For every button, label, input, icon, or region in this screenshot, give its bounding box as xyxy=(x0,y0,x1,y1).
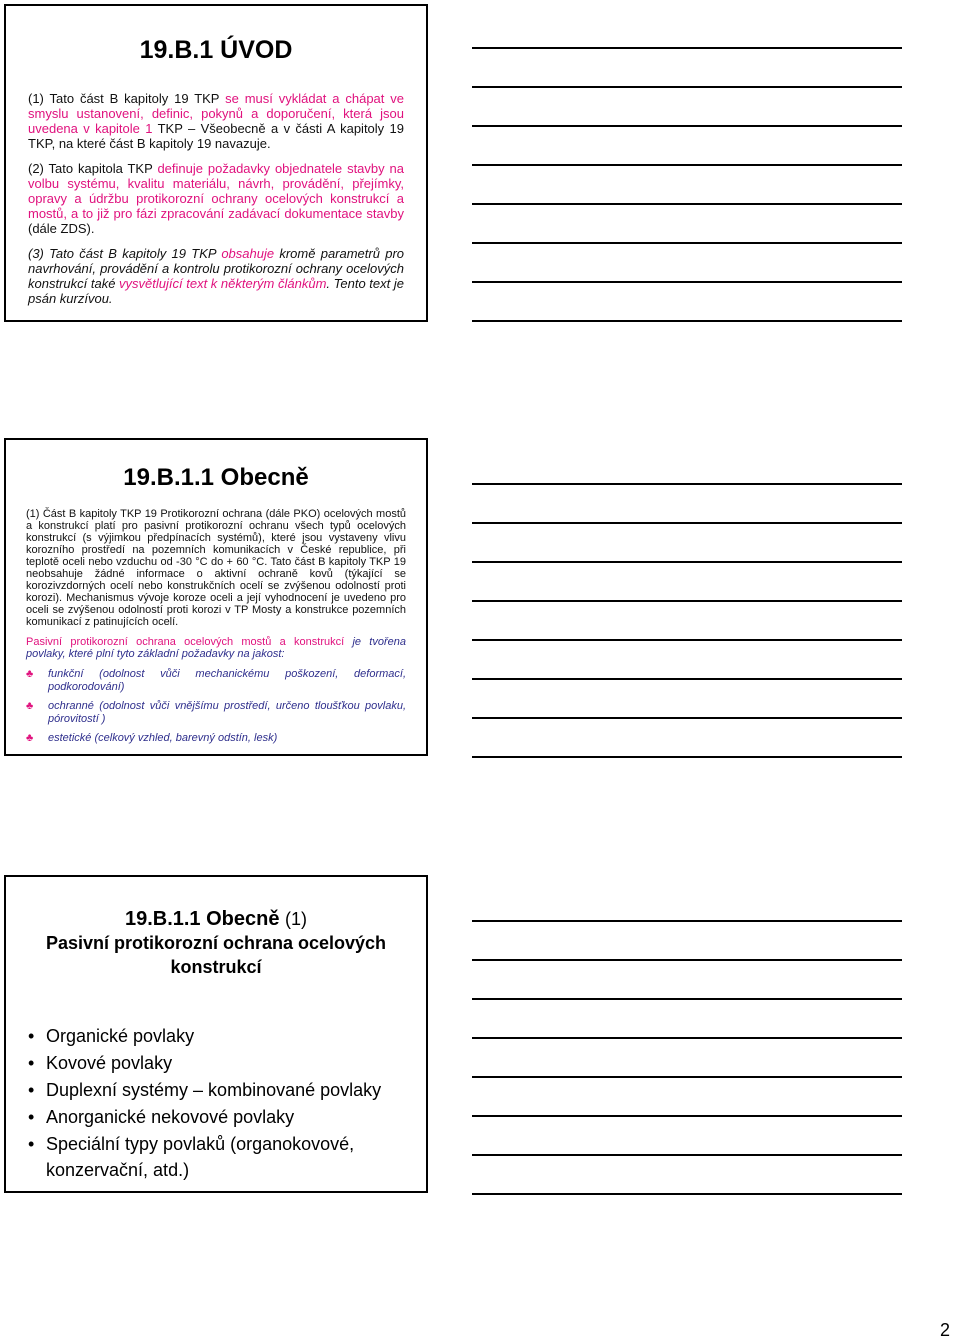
slide-title xyxy=(6,877,426,931)
note-line xyxy=(472,920,902,922)
club-bullet-icon: ♣ xyxy=(26,668,34,680)
title-text: 19.B.1.1 Obecně xyxy=(124,908,280,930)
list-item-text: funkční (odolnost vůči mechanickému poškození, deformací, podkorodování) xyxy=(48,668,406,693)
highlight-text: se musí vykládat a chápat ve smyslu ustanovení, definic, pokynů a doporučení, která jsou uvedena v kapitole 1 xyxy=(28,91,404,136)
text: (dále ZDS). xyxy=(28,221,95,236)
note-line xyxy=(472,1037,902,1039)
paragraph-3 xyxy=(28,246,404,306)
list-item-text: Kovové povlaky xyxy=(46,1053,173,1073)
note-line xyxy=(472,959,902,961)
list-item xyxy=(28,1077,406,1103)
note-line xyxy=(472,522,902,524)
highlight-text: vysvětlující text k některým článkům xyxy=(119,276,327,291)
bullet-icon: • xyxy=(28,1134,35,1154)
title-suffix: (1) xyxy=(285,909,308,929)
list-item-text: ochranné (odolnost vůči vnějšímu prostředí, určeno tloušťkou povlaku, pórovitostí ) xyxy=(48,700,406,725)
slide-content xyxy=(6,65,426,306)
note-line xyxy=(472,1154,902,1156)
slide-title: 19.B.1.1 Obecně xyxy=(123,464,309,491)
bullet-icon: • xyxy=(28,1080,35,1100)
list-item xyxy=(28,1023,406,1049)
requirements-list xyxy=(26,668,406,745)
note-line xyxy=(472,717,902,719)
note-line xyxy=(472,320,902,322)
paragraph-1 xyxy=(28,91,404,151)
paragraph-1: (1) Část B kapitoly TKP 19 Protikorozní ochrana (dále PKO) ocelových mostů a konstrukcí platí pro pasivní protikorozní ochranu všech typů ocelových konstrukcí (s výjimkou předpínacích systémů), které jsou vystaveny vlivu korozního prostředí na pozemních komunikacích v České republice, při teplotě oceli nebo vzduchu od -30 °C do + 60 °C. Tato část B kapitoly TKP 19 neobsahuje žádné informace o aktivní ochraně kovů (týkající se korozivzdorných ocelí nebo konstrukčních ocelí se zvýšenou odolností proti korozi). Mechanismus vývoje koroze oceli a její vyhodnocení je uvedeno pro oceli se zvýšenou odolností proti korozi v TP Mosty a konstrukce pozemních komunikací z patinujících ocelí. xyxy=(26,508,406,628)
slide-intro xyxy=(4,4,428,322)
text: (2) Tato kapitola TKP xyxy=(28,161,158,176)
list-item xyxy=(26,700,406,726)
note-line xyxy=(472,86,902,88)
slide-general xyxy=(4,438,428,756)
text: . Tento text je psán kurzívou. xyxy=(28,276,404,306)
note-line xyxy=(472,281,902,283)
coating-types-list xyxy=(28,1023,406,1183)
highlight-text: Pasivní protikorozní ochrana ocelových mostů a konstrukcí xyxy=(26,636,345,648)
note-line xyxy=(472,242,902,244)
note-line xyxy=(472,998,902,1000)
text: kromě parametrů pro navrhování, provádění a kontrolu protikorozní ochrany ocelových konstrukcí také xyxy=(28,246,404,291)
bullet-icon: • xyxy=(28,1107,35,1127)
slide-title: 19.B.1 ÚVOD xyxy=(139,36,293,64)
note-line xyxy=(472,164,902,166)
note-line xyxy=(472,203,902,205)
note-line xyxy=(472,561,902,563)
club-bullet-icon: ♣ xyxy=(26,732,34,744)
highlight-text: obsahuje xyxy=(221,246,275,261)
list-item-text: estetické (celkový vzhled, barevný odstín, lesk) xyxy=(48,732,278,744)
list-item xyxy=(28,1104,406,1130)
note-line xyxy=(472,1076,902,1078)
note-line xyxy=(472,600,902,602)
note-line xyxy=(472,678,902,680)
slide-passive-protection xyxy=(4,875,428,1193)
paragraph-2 xyxy=(26,636,406,660)
list-item xyxy=(26,732,406,745)
list-item-text: Duplexní systémy – kombinované povlaky xyxy=(46,1080,382,1100)
list-item-text: Organické povlaky xyxy=(46,1026,195,1046)
note-line xyxy=(472,1193,902,1195)
note-line xyxy=(472,125,902,127)
text: (3) Tato část B kapitoly 19 TKP xyxy=(28,246,222,261)
note-line xyxy=(472,483,902,485)
note-line xyxy=(472,47,902,49)
bullet-icon: • xyxy=(28,1026,35,1046)
note-line xyxy=(472,1115,902,1117)
list-item xyxy=(28,1050,406,1076)
list-item xyxy=(26,668,406,694)
page-number: 2 xyxy=(939,1320,950,1340)
list-item-text: Speciální typy povlaků (organokovové, konzervační, atd.) xyxy=(46,1134,355,1180)
slide-subtitle: Pasivní protikorozní ochrana ocelových konstrukcí xyxy=(45,933,387,977)
list-item-text: Anorganické nekovové povlaky xyxy=(46,1107,295,1127)
list-item xyxy=(28,1131,406,1183)
note-line xyxy=(472,639,902,641)
club-bullet-icon: ♣ xyxy=(26,700,34,712)
bullet-icon: • xyxy=(28,1053,35,1073)
text: je tvořena povlaky, které plní tyto základní požadavky na jakost: xyxy=(26,636,406,660)
highlight-text: definuje požadavky objednatele stavby na volbu systému, kvalitu materiálu, návrh, provádění, přejímky, opravy a údržbu protikorozní ochrany ocelových konstrukcí a mostů, a to již pro fázi zpracování zadávací dokumentace stavby xyxy=(28,161,404,221)
text: (1) Tato část B kapitoly 19 TKP xyxy=(28,91,226,106)
note-line xyxy=(472,756,902,758)
text: TKP – Všeobecně a v části A kapitoly 19 TKP, na které část B kapitoly 19 navazuje. xyxy=(28,121,404,151)
paragraph-2 xyxy=(28,161,404,236)
slide-content xyxy=(6,492,426,745)
